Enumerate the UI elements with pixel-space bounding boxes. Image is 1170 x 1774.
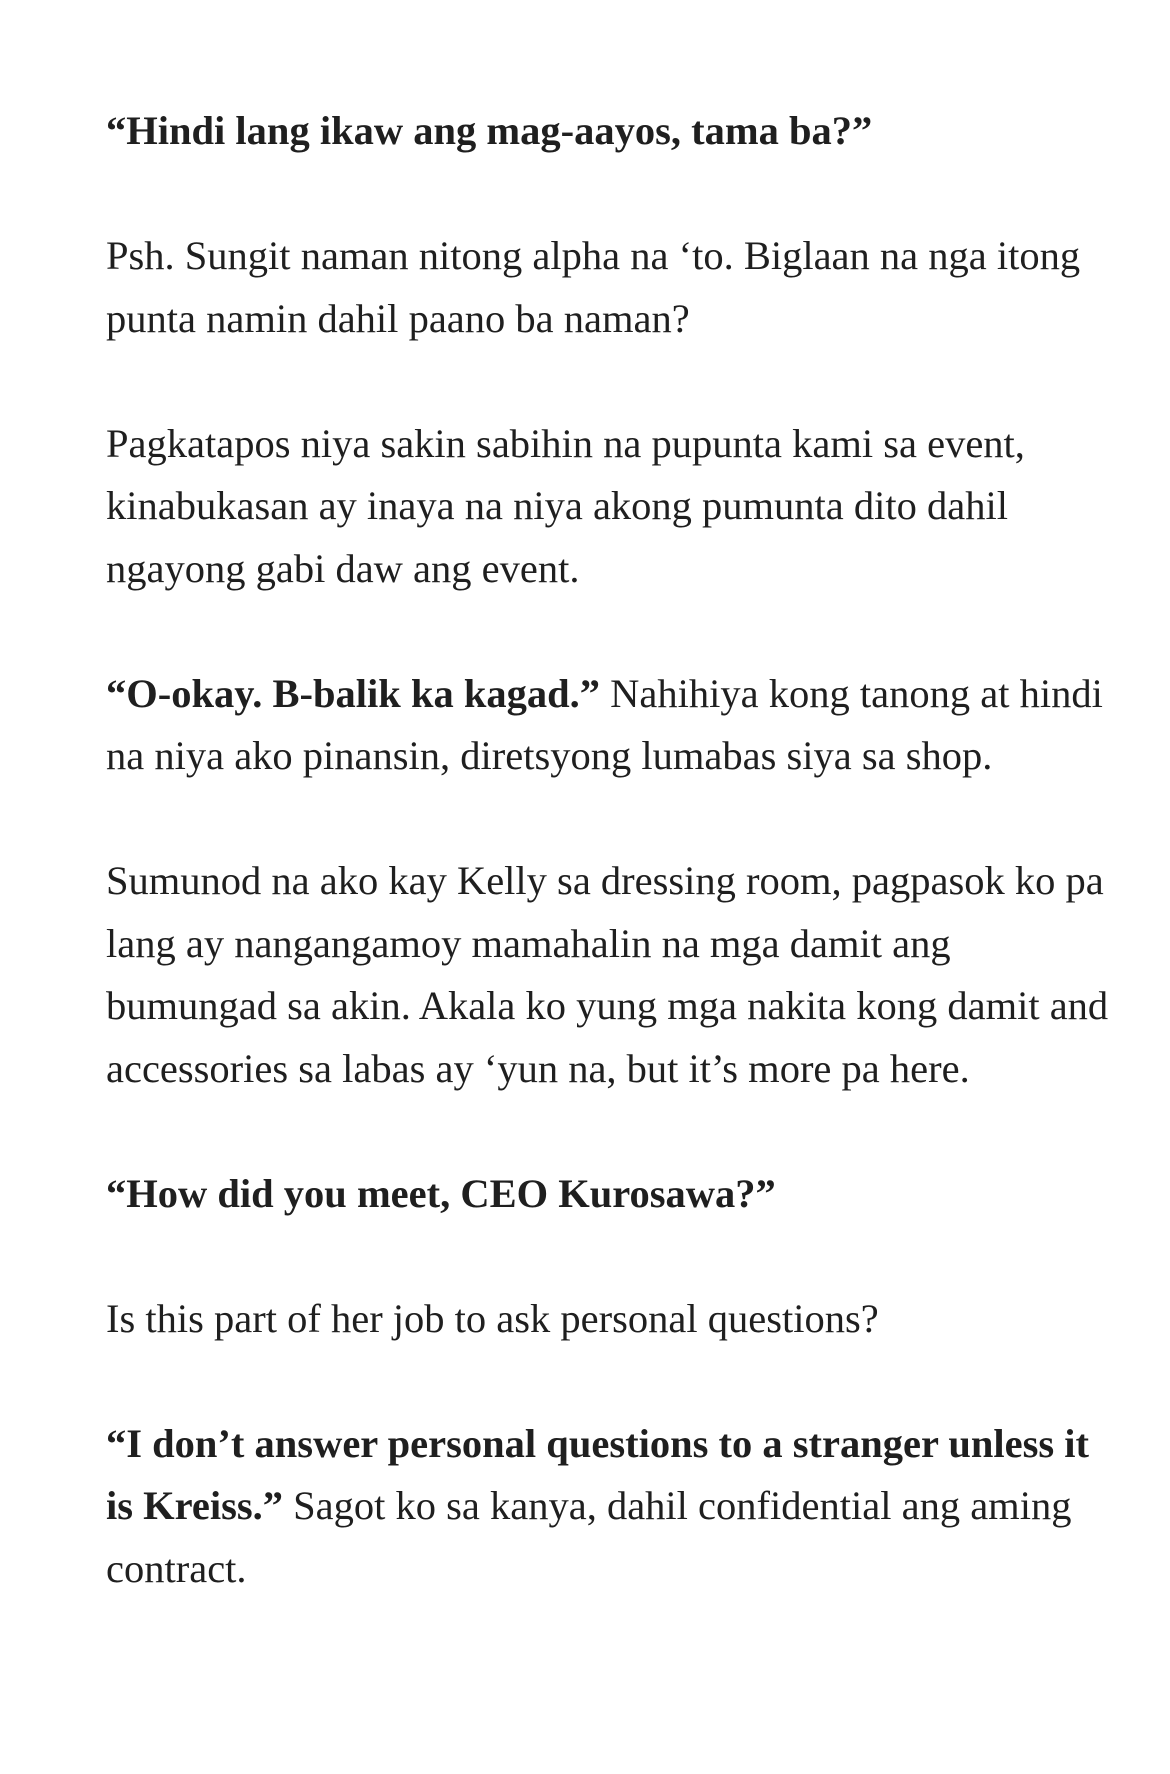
narration-paragraph [106,850,1116,1100]
narration-paragraph [106,413,1116,601]
narration-paragraph [106,225,1116,350]
narration-text: Psh. Sungit naman nitong alpha na ‘to. Biglaan na nga itong punta namin dahil paano ba naman? [106,233,1081,341]
dialogue-text: “O-okay. B-balik ka kagad.” [106,670,601,716]
narration-text: Pagkatapos niya sakin sabihin na pupunta kami sa event, kinabukasan ay inaya na niya akong pumunta dito dahil ngayong gabi daw ang event. [106,420,1025,591]
dialogue-text: “How did you meet, CEO Kurosawa?” [106,1170,776,1216]
story-text [106,100,1116,1600]
dialogue-text: “Hindi lang ikaw ang mag-aayos, tama ba?” [106,108,873,153]
narration-text: Sumunod na ako kay Kelly sa dressing room, pagpasok ko pa lang ay nangangamoy mamahalin na mga damit ang bumungad sa akin. Akala ko yung mga nakita kong damit and accessories sa labas ay ‘yun na, but it’s more pa here. [106,858,1109,1091]
narration-text: Nahihiya kong tanong at hindi na niya ako pinansin, diretsyong lumabas siya sa shop. [106,670,1103,778]
dialogue-paragraph [106,100,1116,163]
dialogue-paragraph [106,1413,1116,1601]
narration-text: Is this part of her job to ask personal questions? [106,1295,879,1341]
dialogue-paragraph [106,663,1116,788]
dialogue-paragraph [106,1163,1116,1226]
dialogue-text: “I don’t answer personal questions to a stranger unless it is Kreiss.” [106,1420,1089,1528]
narration-text: Sagot ko sa kanya, dahil confidential ang aming contract. [106,1483,1072,1591]
narration-paragraph [106,1288,1116,1351]
